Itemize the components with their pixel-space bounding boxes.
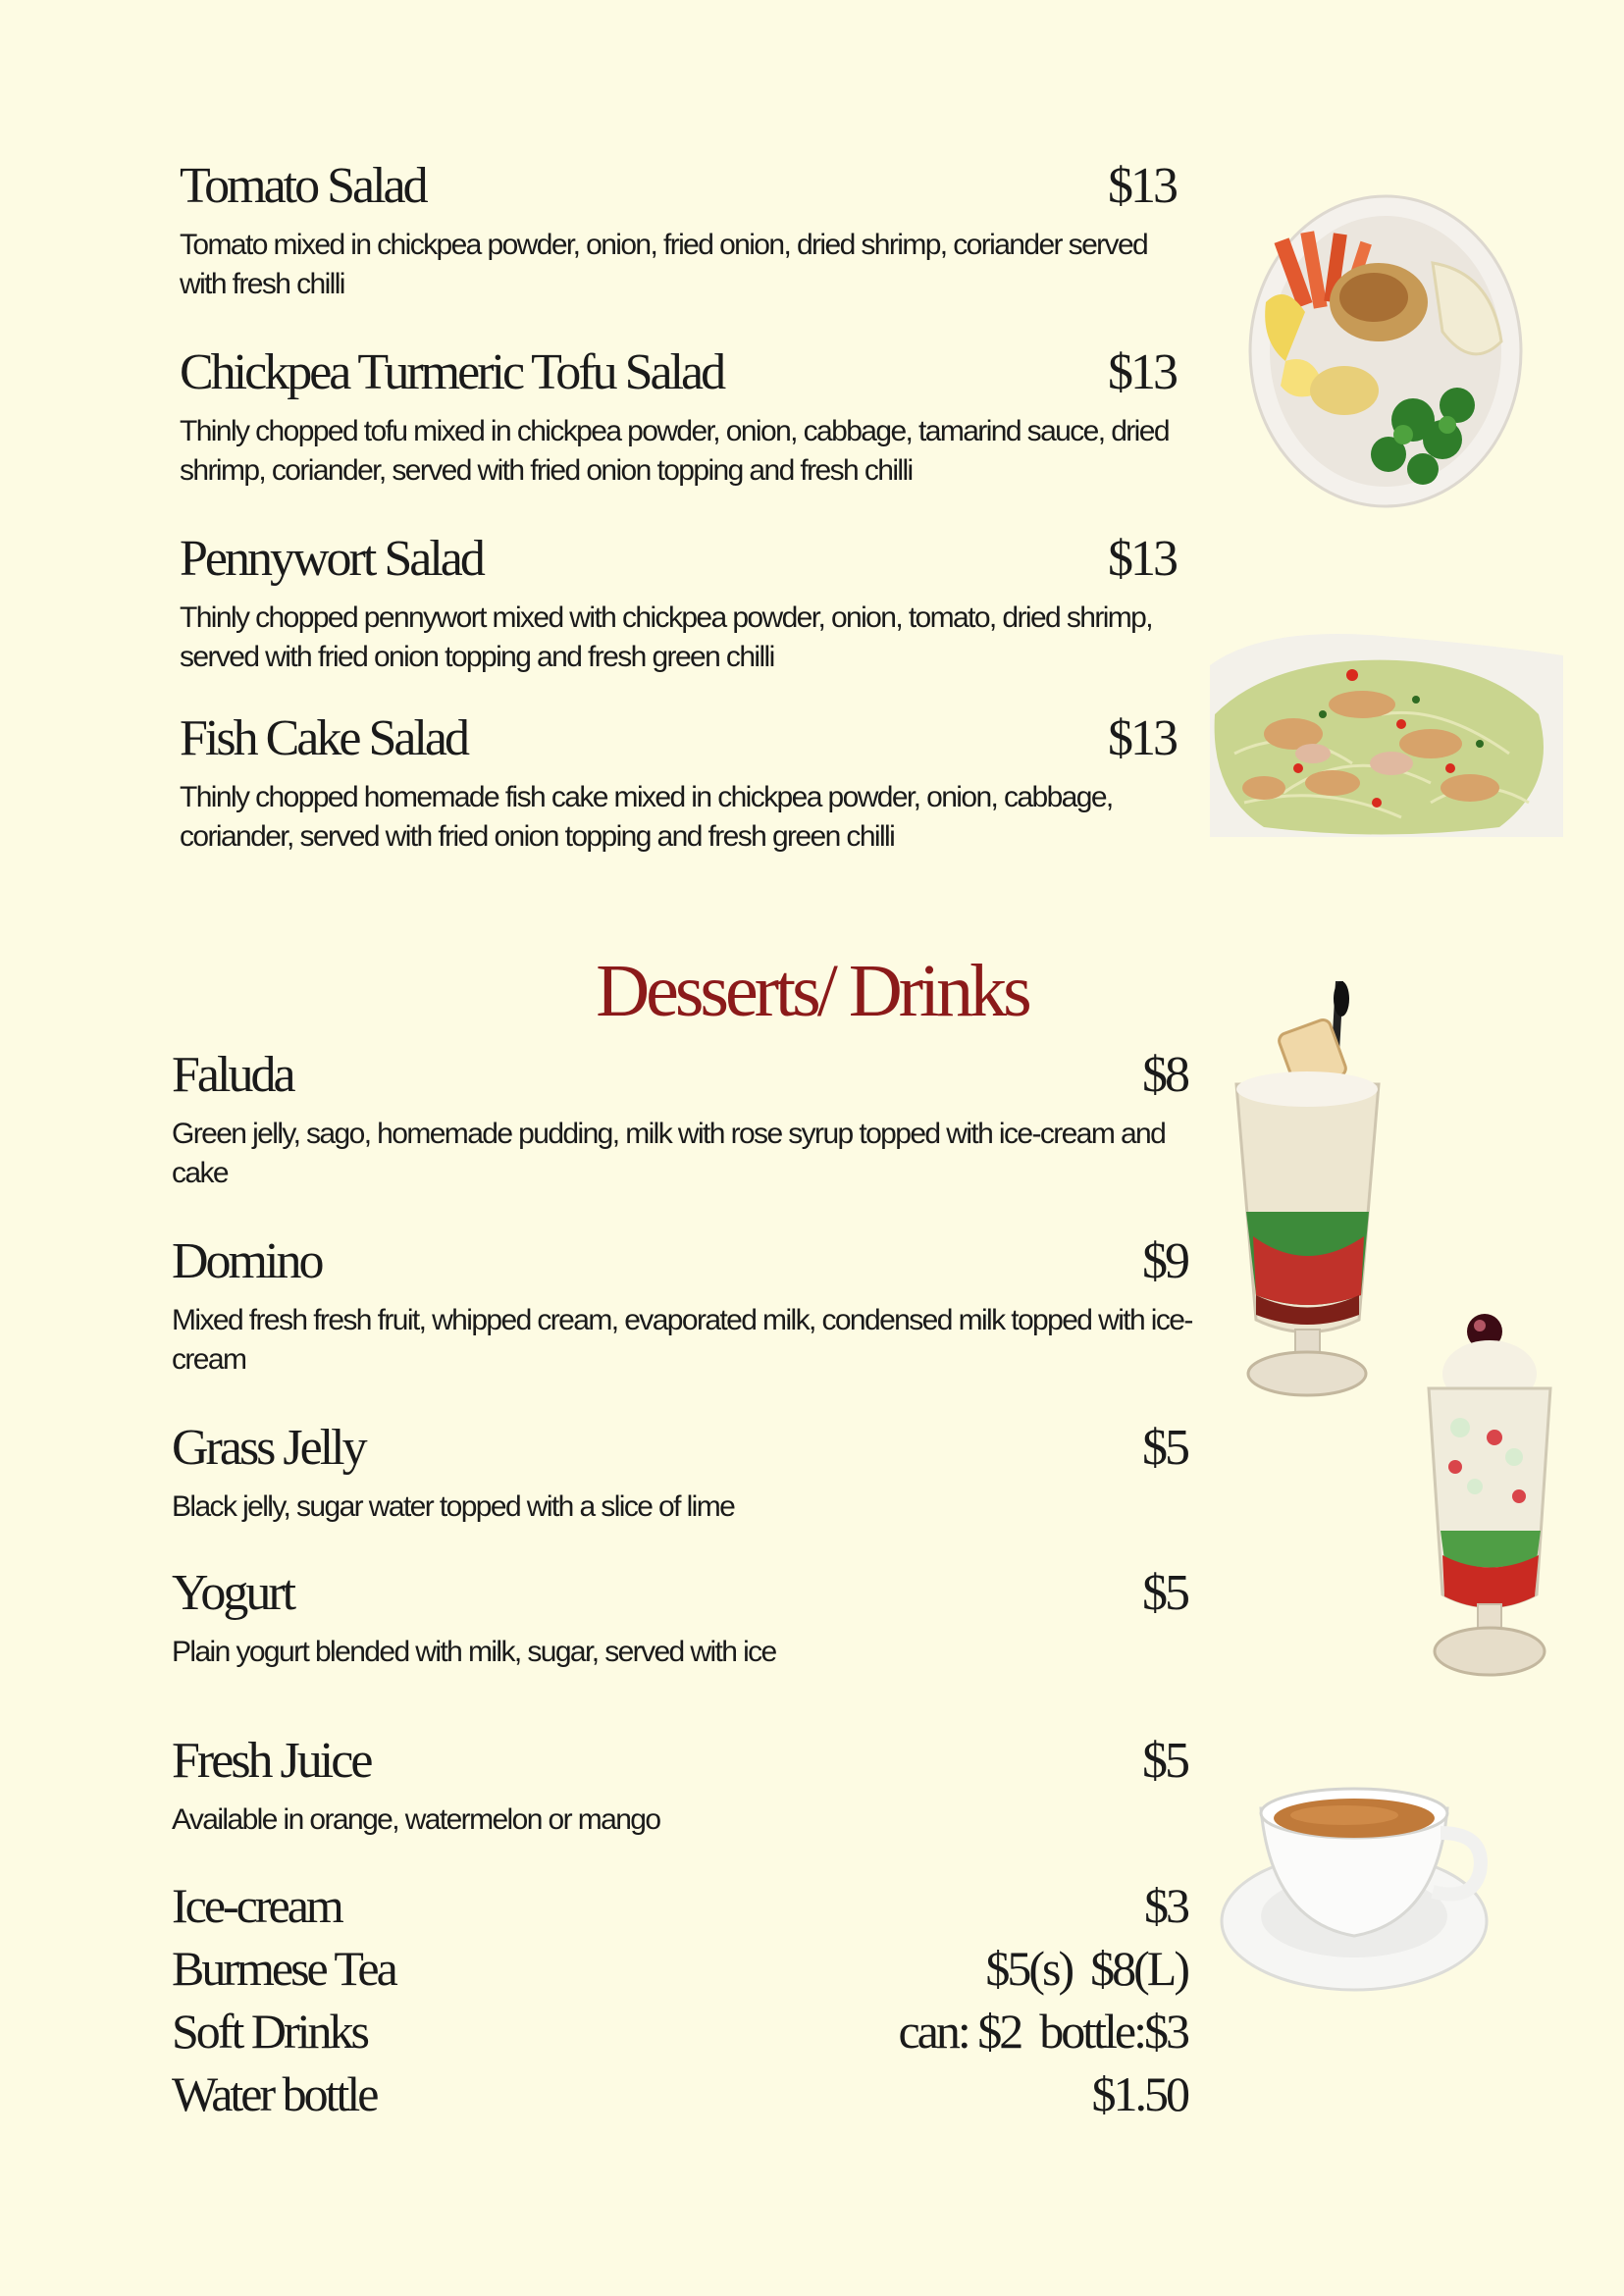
menu-item-burmese-tea	[172, 1939, 1187, 1998]
item-price: $5	[1142, 1733, 1187, 1789]
item-price: $1.50	[1091, 2066, 1187, 2121]
item-price: $13	[1108, 531, 1176, 587]
item-name: Fresh Juice	[172, 1733, 371, 1789]
item-price: can: $2 bottle:$3	[898, 2004, 1187, 2059]
item-name: Soft Drinks	[172, 2004, 367, 2059]
item-name: Water bottle	[172, 2066, 377, 2121]
item-description: Plain yogurt blended with milk, sugar, served with ice	[172, 1636, 776, 1668]
menu-item-water-bottle	[172, 2064, 1187, 2123]
item-name: Pennywort Salad	[180, 531, 483, 587]
menu-item-grass-jelly	[172, 1419, 1187, 1537]
menu-item-domino	[172, 1232, 1192, 1389]
faluda-photo	[1212, 981, 1388, 1413]
menu-item-chickpea-turmeric-tofu-salad	[180, 343, 1176, 500]
item-description: Available in orange, watermelon or mango	[172, 1803, 660, 1836]
item-description: Tomato mixed in chickpea powder, onion, fried onion, dried shrimp, coriander served with fresh chilli	[180, 229, 1148, 300]
item-price: $5(s) $8(L)	[985, 1941, 1187, 1996]
section-title-desserts-drinks: Desserts/ Drinks	[596, 950, 1028, 1032]
item-price: $13	[1108, 344, 1176, 400]
item-description: Thinly chopped pennywort mixed with chickpea powder, onion, tomato, dried shrimp, served with fried onion topping and fresh green chilli	[180, 601, 1152, 673]
item-price: $5	[1142, 1565, 1187, 1621]
menu-item-pennywort-salad	[180, 530, 1176, 687]
domino-photo	[1421, 1310, 1558, 1688]
item-description: Thinly chopped homemade fish cake mixed in chickpea powder, onion, cabbage, coriander, served with fried onion topping and fresh green chilli	[180, 781, 1113, 853]
item-description: Mixed fresh fresh fruit, whipped cream, evaporated milk, condensed milk topped with ice-cream	[172, 1304, 1192, 1376]
item-price: $13	[1108, 710, 1176, 766]
item-price: $13	[1108, 158, 1176, 214]
menu-item-faluda	[172, 1046, 1187, 1203]
item-name: Burmese Tea	[172, 1941, 395, 1996]
menu-item-fish-cake-salad	[180, 709, 1176, 866]
menu-item-yogurt	[172, 1564, 1187, 1682]
menu-item-ice-cream	[172, 1876, 1187, 1935]
tomato-salad-photo	[1246, 194, 1526, 518]
item-description: Thinly chopped tofu mixed in chickpea powder, onion, cabbage, tamarind sauce, dried shrimp, coriander, served with fried onion topping and fresh chilli	[180, 415, 1169, 487]
item-description: Black jelly, sugar water topped with a slice of lime	[172, 1490, 735, 1523]
fish-cake-salad-photo	[1205, 606, 1568, 842]
burmese-tea-photo	[1217, 1774, 1492, 2000]
menu-item-fresh-juice	[172, 1732, 1187, 1850]
item-name: Chickpea Turmeric Tofu Salad	[180, 344, 724, 400]
item-name: Domino	[172, 1233, 322, 1289]
item-price: $9	[1142, 1233, 1187, 1289]
item-name: Yogurt	[172, 1565, 294, 1621]
item-price: $5	[1142, 1420, 1187, 1476]
item-name: Faluda	[172, 1047, 293, 1103]
item-name: Tomato Salad	[180, 158, 426, 214]
item-price: $8	[1142, 1047, 1187, 1103]
menu-item-soft-drinks	[172, 2002, 1187, 2061]
item-name: Grass Jelly	[172, 1420, 365, 1476]
item-description: Green jelly, sago, homemade pudding, milk with rose syrup topped with ice-cream and cake	[172, 1118, 1166, 1189]
menu-item-tomato-salad	[180, 157, 1176, 314]
item-name: Fish Cake Salad	[180, 710, 467, 766]
item-price: $3	[1144, 1878, 1187, 1933]
item-name: Ice-cream	[172, 1878, 341, 1933]
